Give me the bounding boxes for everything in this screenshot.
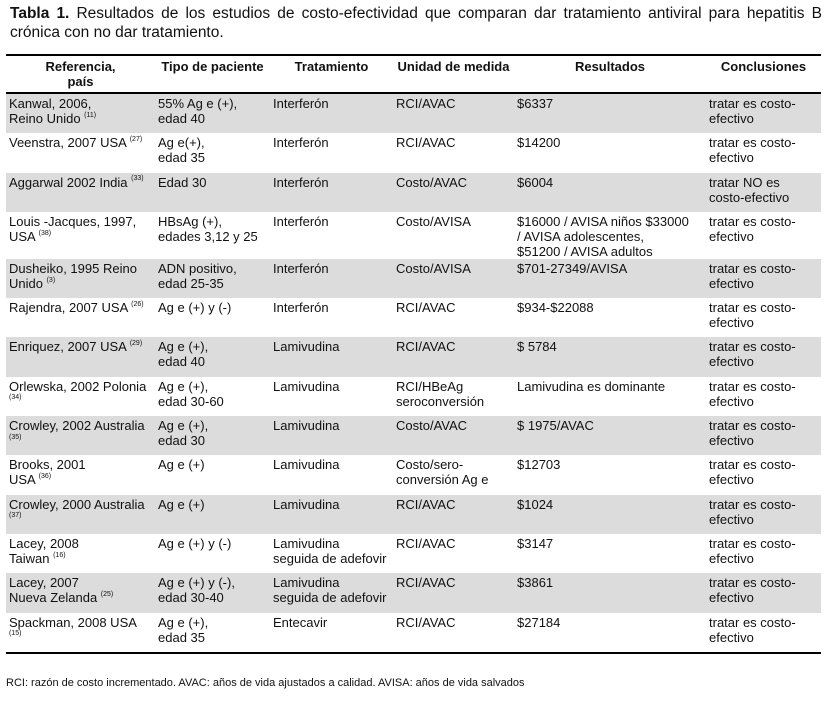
citation-number: (27) <box>129 135 143 143</box>
cell-result: $ 1975/AVAC <box>514 416 706 455</box>
cell-patient-type: Ag e (+) y (-), edad 30-40 <box>155 573 270 612</box>
citation-number: (25) <box>100 590 114 598</box>
cell-unit: RCI/AVAC <box>396 300 456 316</box>
cell-result: $701-27349/AVISA <box>514 259 706 298</box>
table-row <box>6 93 821 133</box>
cell-conclusion: tratar es costo- efectivo <box>706 416 821 455</box>
cell-treatment: Interferón <box>270 259 393 298</box>
cell-patient-type: 55% Ag e (+), edad 40 <box>155 93 270 133</box>
cell-reference: Louis -Jacques, 1997, USA $^{(38)}$ <box>9 213 137 244</box>
table-header-row <box>6 55 821 93</box>
cell-conclusion: tratar es costo- efectivo <box>709 378 796 409</box>
cell-result: $6337 <box>514 93 706 133</box>
header-conclusiones: Conclusiones <box>706 55 821 93</box>
table-row <box>6 259 821 298</box>
cell-conclusion: tratar es costo- efectivo <box>706 613 821 653</box>
cell-patient-type: Ag e (+) <box>158 457 205 473</box>
cell-treatment: Interferón <box>273 300 329 316</box>
cell-result: Lamivudina es dominante <box>517 378 666 394</box>
cell-conclusion: tratar es costo- efectivo <box>709 300 796 331</box>
cell-unit: RCI/AVAC <box>393 573 514 612</box>
table-row <box>6 455 821 494</box>
cell-patient-type: ADN positivo, edad 25-35 <box>155 259 270 298</box>
citation-number: (33) <box>131 175 144 183</box>
cell-result: $27184 <box>514 613 706 653</box>
citation-number: (35) <box>9 433 22 441</box>
cell-conclusion: tratar es costo- efectivo <box>709 213 796 244</box>
table-row <box>6 613 821 653</box>
cell-treatment: Lamivudina <box>270 416 393 455</box>
cell-unit: RCI/AVAC <box>396 135 456 151</box>
cell-reference: Aggarwal 2002 India $^{(33)}$ <box>6 173 155 212</box>
cell-patient-type: Ag e (+) y (-) <box>158 300 232 316</box>
cost-effectiveness-table <box>6 54 821 654</box>
cell-patient-type: Ag e (+), edad 30-60 <box>158 378 224 409</box>
cell-reference: Lacey, 2008 Taiwan $^{(16)}$ <box>9 535 79 566</box>
cell-conclusion: tratar es costo- efectivo <box>709 535 796 566</box>
cell-reference: Dusheiko, 1995 Reino Unido $^{(3)}$ <box>6 259 155 298</box>
cell-patient-type: Ag e(+), edad 35 <box>158 135 205 166</box>
cell-treatment: Interferón <box>273 135 329 151</box>
citation-number: (36) <box>38 473 52 481</box>
cell-patient-type: Ag e (+), edad 35 <box>155 613 270 653</box>
cell-conclusion: tratar es costo- efectivo <box>706 337 821 376</box>
table-caption <box>10 4 822 42</box>
citation-number: (34) <box>9 394 22 402</box>
table-row <box>6 212 821 259</box>
cell-conclusion: tratar es costo- efectivo <box>706 495 821 534</box>
header-tratamiento: Tratamiento <box>270 55 393 93</box>
cell-conclusion: tratar es costo- efectivo <box>709 457 796 488</box>
table-footnote: RCI: razón de costo incrementado. AVAC: años de vida ajustados a calidad. AVISA: años de vida salvados <box>6 677 525 689</box>
table-row <box>6 573 821 612</box>
cell-result: $14200 <box>517 135 561 151</box>
cell-result: $ 5784 <box>514 337 706 376</box>
cell-treatment: Interferón <box>273 213 329 229</box>
header-referencia: Referencia, país <box>6 55 155 93</box>
cell-treatment: Entecavir <box>270 613 393 653</box>
cell-unit: RCI/HBeAg seroconversión <box>396 378 485 409</box>
cell-treatment: Lamivudina seguida de adefovir <box>273 535 387 566</box>
cell-reference: Enriquez, 2007 USA $^{(29)}$ <box>6 337 155 376</box>
cell-patient-type: Ag e (+), edad 30 <box>155 416 270 455</box>
cell-result: $16000 / AVISA niños $33000 / AVISA adolescentes, $51200 / AVISA adultos <box>517 213 689 259</box>
cell-treatment: Lamivudina seguida de adefovir <box>270 573 393 612</box>
cell-treatment: Lamivudina <box>273 378 340 394</box>
cell-conclusion: tratar es costo- efectivo <box>706 93 821 133</box>
cell-reference: Brooks, 2001 USA $^{(36)}$ <box>9 457 86 488</box>
cell-unit: Costo/sero- conversión Ag e <box>396 457 489 488</box>
table-row <box>6 298 821 337</box>
cell-unit: RCI/AVAC <box>393 495 514 534</box>
cell-unit: Costo/AVISA <box>396 213 471 229</box>
table-row <box>6 416 821 455</box>
citation-number: (11) <box>84 111 97 119</box>
cell-reference: Crowley, 2000 Australia $^{(37)}$ <box>6 495 155 534</box>
caption-label: Tabla 1. <box>10 5 70 22</box>
cell-unit: RCI/AVAC <box>396 535 456 551</box>
citation-number: (16) <box>53 551 66 559</box>
cell-reference: Rajendra, 2007 USA $^{(26)}$ <box>9 300 144 316</box>
cell-unit: Costo/AVISA <box>393 259 514 298</box>
table-row <box>6 377 821 416</box>
table-row <box>6 337 821 376</box>
cell-patient-type: HBsAg (+), edades 3,12 y 25 <box>158 213 258 244</box>
citation-number: (38) <box>38 229 52 237</box>
cell-treatment: Lamivudina <box>270 495 393 534</box>
citation-number: (26) <box>131 300 144 308</box>
cell-patient-type: Ag e (+) <box>155 495 270 534</box>
cell-patient-type: Ag e (+), edad 40 <box>155 337 270 376</box>
citation-number: (29) <box>129 340 143 348</box>
header-tipo-paciente: Tipo de paciente <box>155 55 270 93</box>
header-resultados: Resultados <box>514 55 706 93</box>
cell-reference: Lacey, 2007 Nueva Zelanda $^{(25)}$ <box>6 573 155 612</box>
cell-treatment: Lamivudina <box>273 457 340 473</box>
table-row <box>6 495 821 534</box>
citation-number: (37) <box>9 512 22 520</box>
table-row <box>6 534 821 573</box>
cell-result: $3147 <box>517 535 554 551</box>
cell-treatment: Interferón <box>270 173 393 212</box>
table-row <box>6 133 821 172</box>
cell-reference: Orlewska, 2002 Polonia $^{(34)}$ <box>9 378 147 402</box>
cell-reference: Spackman, 2008 USA $^{(15)}$ <box>6 613 155 653</box>
cell-result: $6004 <box>514 173 706 212</box>
header-unidad-medida: Unidad de medida <box>393 55 514 93</box>
cell-reference: Veenstra, 2007 USA $^{(27)}$ <box>9 135 143 151</box>
cell-treatment: Lamivudina <box>270 337 393 376</box>
cell-result: $1024 <box>514 495 706 534</box>
cell-unit: Costo/AVAC <box>393 416 514 455</box>
cell-conclusion: tratar es costo- efectivo <box>706 259 821 298</box>
cell-result: $3861 <box>514 573 706 612</box>
citation-number: (3) <box>46 276 56 284</box>
cell-unit: RCI/AVAC <box>393 613 514 653</box>
cell-reference: Kanwal, 2006, Reino Unido $^{(11)}$ <box>6 93 155 133</box>
cell-result: $12703 <box>517 457 561 473</box>
cell-reference: Crowley, 2002 Australia $^{(35)}$ <box>6 416 155 455</box>
cell-patient-type: Ag e (+) y (-) <box>158 535 232 551</box>
caption-text: Resultados de los estudios de costo-efectividad que comparan dar tratamiento antiviral para hepatitis B crónica con no dar tratamiento. <box>10 5 822 41</box>
cell-unit: Costo/AVAC <box>393 173 514 212</box>
cell-result: $934-$22088 <box>517 300 594 316</box>
cell-unit: RCI/AVAC <box>393 337 514 376</box>
cell-conclusion: tratar es costo- efectivo <box>706 573 821 612</box>
cell-patient-type: Edad 30 <box>155 173 270 212</box>
cell-conclusion: tratar es costo- efectivo <box>709 135 796 166</box>
citation-number: (15) <box>9 630 22 638</box>
cell-unit: RCI/AVAC <box>393 93 514 133</box>
table-row <box>6 173 821 212</box>
cell-conclusion: tratar NO es costo-efectivo <box>706 173 821 212</box>
cell-treatment: Interferón <box>270 93 393 133</box>
